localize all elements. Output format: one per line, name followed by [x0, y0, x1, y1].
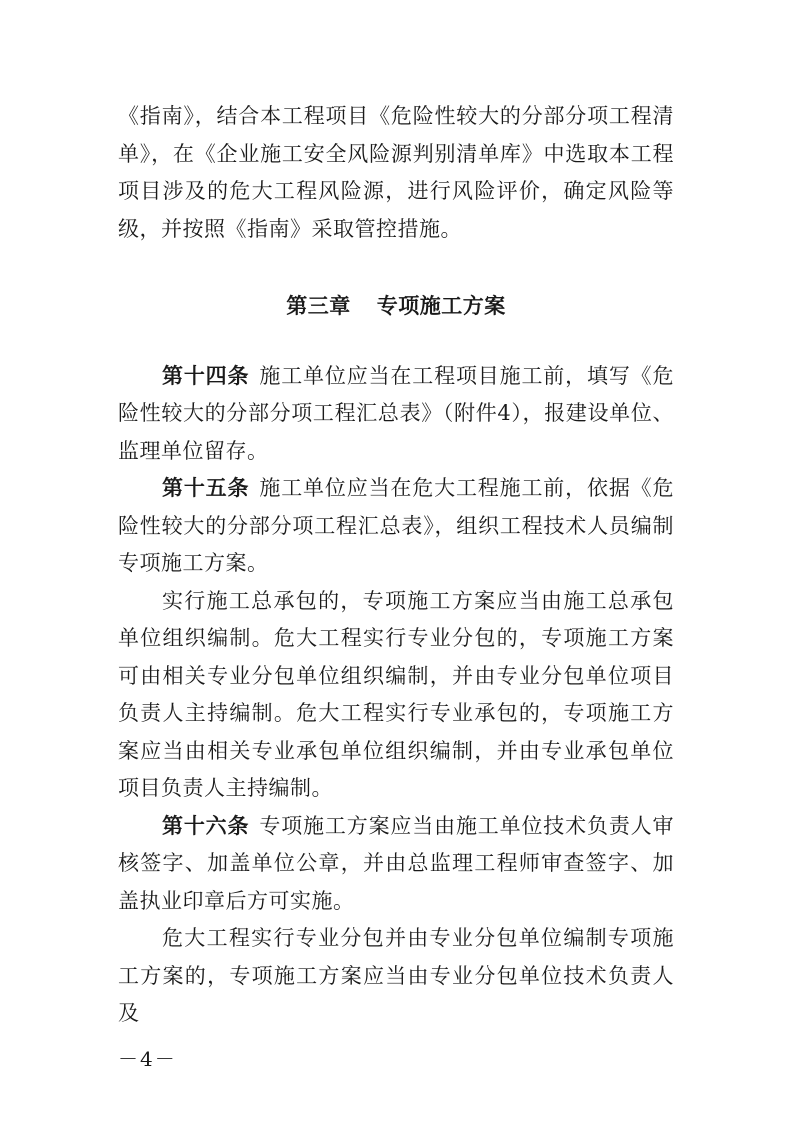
article-paragraph	[118, 358, 674, 471]
article-text: 专项施工方案应当由施工单位技术负责人审核签字、加盖单位公章，并由总监理工程师审查签字、加盖执业印章后方可实施。	[118, 813, 675, 913]
article-text: 施工单位应当在危大工程施工前，依据《危险性较大的分部分项工程汇总表》，组织工程技术人员编制专项施工方案。	[118, 476, 675, 575]
article-label: 第十五条	[162, 476, 250, 500]
chapter-heading	[118, 288, 674, 326]
article-paragraph	[118, 470, 674, 583]
article-label: 第十四条	[162, 363, 250, 388]
intro-paragraph: 《指南》，结合本工程项目《危险性较大的分部分项工程清单》，在《企业施工安全风险源判别清单库》中选取本工程项目涉及的危大工程风险源，进行风险评价，确定风险等级，并按照《指南》采取管控措施。	[118, 104, 674, 241]
article-label: 第十六条	[162, 813, 250, 838]
article-paragraph	[118, 583, 674, 808]
chapter-number: 第三章	[286, 294, 351, 318]
article-text: 实行施工总承包的，专项施工方案应当由施工总承包单位组织编制。危大工程实行专业分包的，专项施工方案可由相关专业分包单位组织编制，并由专业分包单位项目负责人主持编制。危大工程实行专业承包的，专项施工方案应当由相关专业承包单位组织编制，并由专业承包单位项目负责人主持编制。	[118, 588, 674, 800]
chapter-title: 专项施工方案	[376, 294, 506, 318]
page-number: －4－	[118, 1047, 177, 1071]
document-body	[118, 98, 674, 1033]
article-paragraph	[118, 808, 674, 921]
article-paragraph	[118, 920, 674, 1033]
article-text: 危大工程实行专业分包并由专业分包单位编制专项施工方案的，专项施工方案应当由专业分包单位技术负责人及	[118, 926, 674, 1025]
article-text: 施工单位应当在工程项目施工前，填写《危险性较大的分部分项工程汇总表》（附件4），报建设单位、监理单位留存。	[118, 363, 675, 463]
